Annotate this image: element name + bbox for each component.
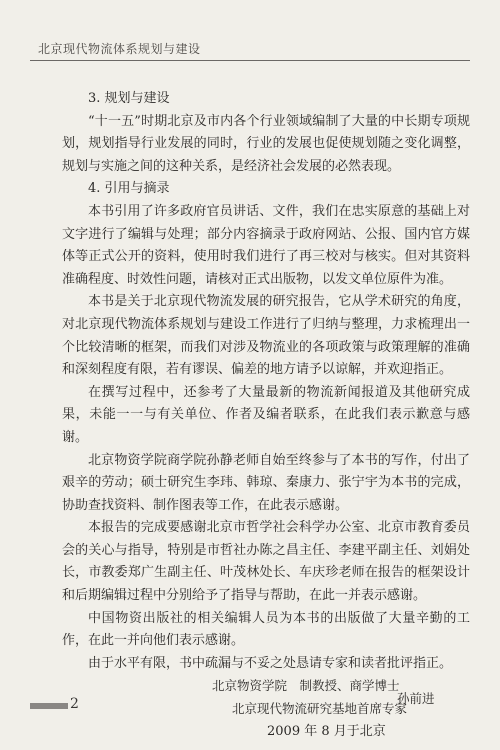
paragraph-citations-7: 由于水平有限，书中疏漏与不妥之处恳请专家和读者批评指正。 xyxy=(88,655,453,671)
paragraph-citations-6: 中国物资出版社的相关编辑人员为本书的出版做了大量辛勤的工作，在此一并向他们表示感谢。 xyxy=(62,610,470,649)
paragraph-citations-3: 在撰写过程中，还参考了大量最新的物流新闻报道及其他研究成果，未能一一与有关单位、作者及编者联系，在此我们表示歉意与感谢。 xyxy=(62,384,470,445)
folio-bar xyxy=(30,703,68,709)
paragraph-citations-1: 本书引用了许多政府官员讲话、文件，我们在忠实原意的基础上对文字进行了编辑与处理；部分内容摘录于政府网站、公报、国内官方媒体等正式公开的资料，使用时我们进行了再三校对与核实。但对其资料准确程度、时效性问题，请核对正式出版物，以发文单位原件为准。 xyxy=(62,203,470,287)
section-heading-planning: 3. 规划与建设 xyxy=(88,91,170,106)
signature-author-name: 孙前进 xyxy=(397,691,435,707)
running-head: 北京现代物流体系规划与建设 xyxy=(38,42,201,56)
body-text xyxy=(62,88,470,743)
signature-date: 2009 年 8 月于北京 xyxy=(267,723,386,739)
page-number: 2 xyxy=(70,696,79,712)
signature-title xyxy=(62,691,470,721)
header-rule xyxy=(30,60,470,61)
section-heading-citations: 4. 引用与摘录 xyxy=(88,181,170,197)
signature-affiliation: 北京物资学院 制教授、商学博士 xyxy=(212,678,400,694)
paragraph-citations-2: 本书是关于北京现代物流发展的研究报告，它从学术研究的角度，对北京现代物流体系规划与建设工作进行了归纳与整理，力求梳理出一个比较清晰的框架，而我们对涉及物流业的各项政策与政策理解的准确和深刻程度有限，若有谬误、偏差的地方请予以谅解，并欢迎指正。 xyxy=(62,294,470,378)
paragraph-citations-4: 北京物资学院商学院孙静老师自始至终参与了本书的写作，付出了艰辛的劳动；硕士研究生李玮、韩琼、秦康力、张宁宇为本书的完成，协助查找资料、制作图表等工作，在此表示感谢。 xyxy=(62,452,470,513)
paragraph-citations-5: 本报告的完成要感谢北京市哲学社会科学办公室、北京市教育委员会的关心与指导，特别是市哲社办陈之昌主任、李建平副主任、刘娟处长，市教委郑广生副主任、叶茂林处长、车庆珍老师在报告的框架设计和后期编辑过程中分别给予了指导与帮助，在此一并表示感谢。 xyxy=(62,520,470,604)
signature-title-text: 北京现代物流研究基地首席专家 xyxy=(232,701,408,717)
paragraph-planning: “十一五”时期北京及市内各个行业领域编制了大量的中长期专项规划，规划指导行业发展的同时，行业的发展也促使规划随之变化调整，规划与实施之间的这种关系，是经济社会发展的必然表现。 xyxy=(62,113,470,174)
